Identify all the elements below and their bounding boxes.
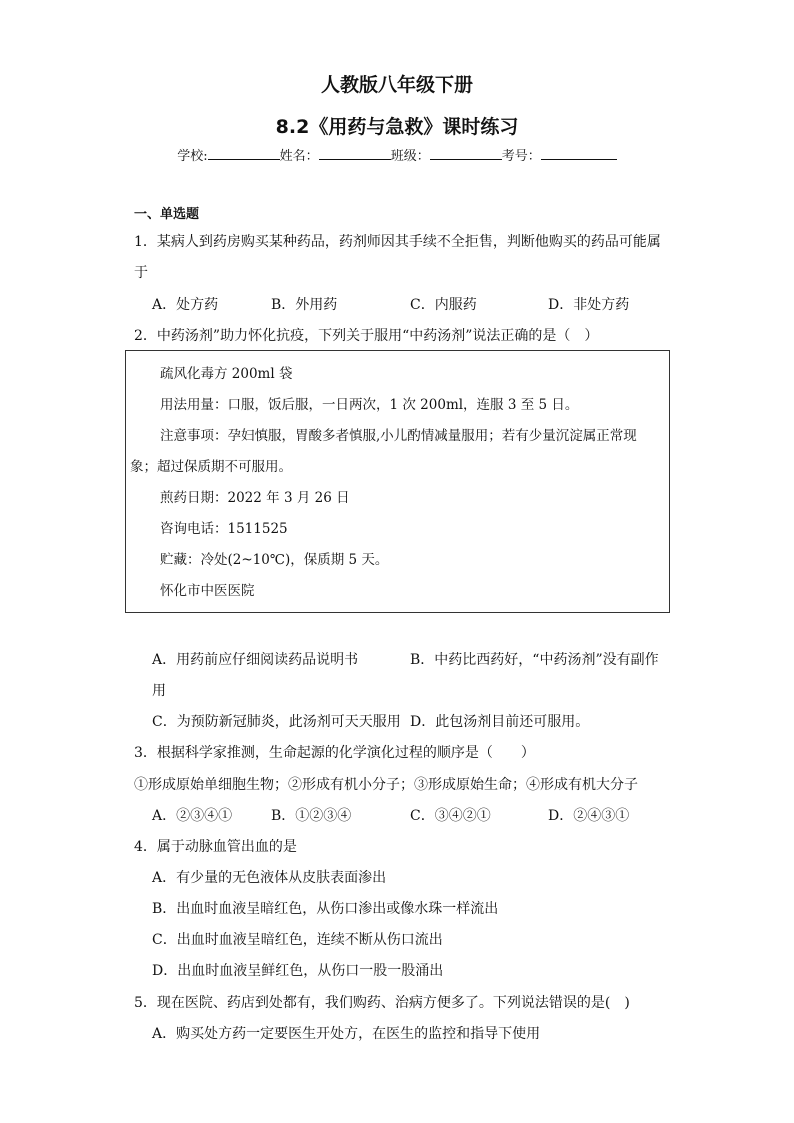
box-line-hospital: 怀化市中医医院 bbox=[160, 583, 255, 599]
class-blank[interactable] bbox=[430, 146, 502, 160]
box-line-storage: 贮藏：冷处(2~10℃)，保质期 5 天。 bbox=[160, 552, 389, 568]
q1-option-d[interactable]: D．非处方药 bbox=[548, 297, 630, 313]
q4-option-c[interactable]: C．出血时血液呈暗红色，连续不断从伤口流出 bbox=[152, 932, 443, 948]
q1-stem-line2: 于 bbox=[134, 265, 148, 281]
q2-option-b-cont: 用 bbox=[152, 683, 166, 699]
q1-option-a[interactable]: A．处方药 bbox=[152, 297, 219, 313]
box-line-date: 煎药日期：2022 年 3 月 26 日 bbox=[160, 490, 350, 506]
q2-stem: 2．中药汤剂”助力怀化抗疫，下列关于服用“中药汤剂”说法正确的是（ ） bbox=[134, 328, 599, 344]
page-subtitle: 8.2《用药与急救》课时练习 bbox=[275, 116, 519, 138]
q3-stem: 3．根据科学家推测，生命起源的化学演化过程的顺序是（ ） bbox=[134, 745, 535, 761]
q5-stem: 5．现在医院、药店到处都有，我们购药、治病方便多了。下列说法错误的是( ) bbox=[134, 995, 630, 1011]
box-line-notes-cont: 象；超过保质期不可服用。 bbox=[130, 459, 292, 475]
q1-option-b[interactable]: B．外用药 bbox=[271, 297, 338, 313]
box-line-notes: 注意事项：孕妇慎服，胃酸多者慎服,小儿酌情减量服用；若有少量沉淀属正常现 bbox=[160, 428, 637, 444]
q3-items: ①形成原始单细胞生物；②形成有机小分子；③形成原始生命；④形成有机大分子 bbox=[134, 777, 638, 793]
class-label: 班级： bbox=[390, 149, 430, 164]
q2-option-b[interactable]: B．中药比西药好，“中药汤剂”没有副作 bbox=[410, 652, 659, 668]
school-label: 学校: bbox=[177, 149, 208, 164]
q3-option-c[interactable]: C．③④②① bbox=[410, 808, 491, 824]
q4-option-b[interactable]: B．出血时血液呈暗红色，从伤口渗出或像水珠一样流出 bbox=[152, 901, 499, 917]
number-label: 考号： bbox=[501, 149, 541, 164]
q2-option-d[interactable]: D．此包汤剂目前还可服用。 bbox=[410, 714, 590, 730]
prescription-box bbox=[125, 350, 670, 613]
q1-stem-line1: 1．某病人到药房购买某种药品，药剂师因其手续不全拒售，判断他购买的药品可能属 bbox=[134, 234, 661, 250]
section-title: 一、单选题 bbox=[134, 207, 200, 222]
name-label: 姓名： bbox=[279, 149, 319, 164]
q5-option-a[interactable]: A．购买处方药一定要医生开处方，在医生的监控和指导下使用 bbox=[152, 1026, 541, 1042]
student-info-line bbox=[0, 145, 794, 164]
box-line-name: 疏风化毒方 200ml 袋 bbox=[160, 366, 293, 382]
q2-option-c[interactable]: C．为预防新冠肺炎，此汤剂可天天服用 bbox=[152, 714, 401, 730]
q3-option-a[interactable]: A．②③④① bbox=[152, 808, 233, 824]
number-blank[interactable] bbox=[541, 146, 617, 160]
school-blank[interactable] bbox=[208, 146, 280, 160]
page-title: 人教版八年级下册 bbox=[320, 74, 473, 96]
q3-option-d[interactable]: D．②④③① bbox=[548, 808, 630, 824]
name-blank[interactable] bbox=[319, 146, 391, 160]
q4-stem: 4．属于动脉血管出血的是 bbox=[134, 839, 297, 855]
q2-option-a[interactable]: A．用药前应仔细阅读药品说明书 bbox=[152, 652, 359, 668]
q3-option-b[interactable]: B．①②③④ bbox=[271, 808, 352, 824]
box-line-phone: 咨询电话：1511525 bbox=[160, 521, 288, 537]
q1-option-c[interactable]: C．内服药 bbox=[410, 297, 477, 313]
q4-option-a[interactable]: A．有少量的无色液体从皮肤表面渗出 bbox=[152, 870, 387, 886]
box-line-usage: 用法用量：口服，饭后服，一日两次，1 次 200ml，连服 3 至 5 日。 bbox=[160, 397, 579, 413]
q4-option-d[interactable]: D．出血时血液呈鲜红色，从伤口一股一股涌出 bbox=[152, 963, 444, 979]
